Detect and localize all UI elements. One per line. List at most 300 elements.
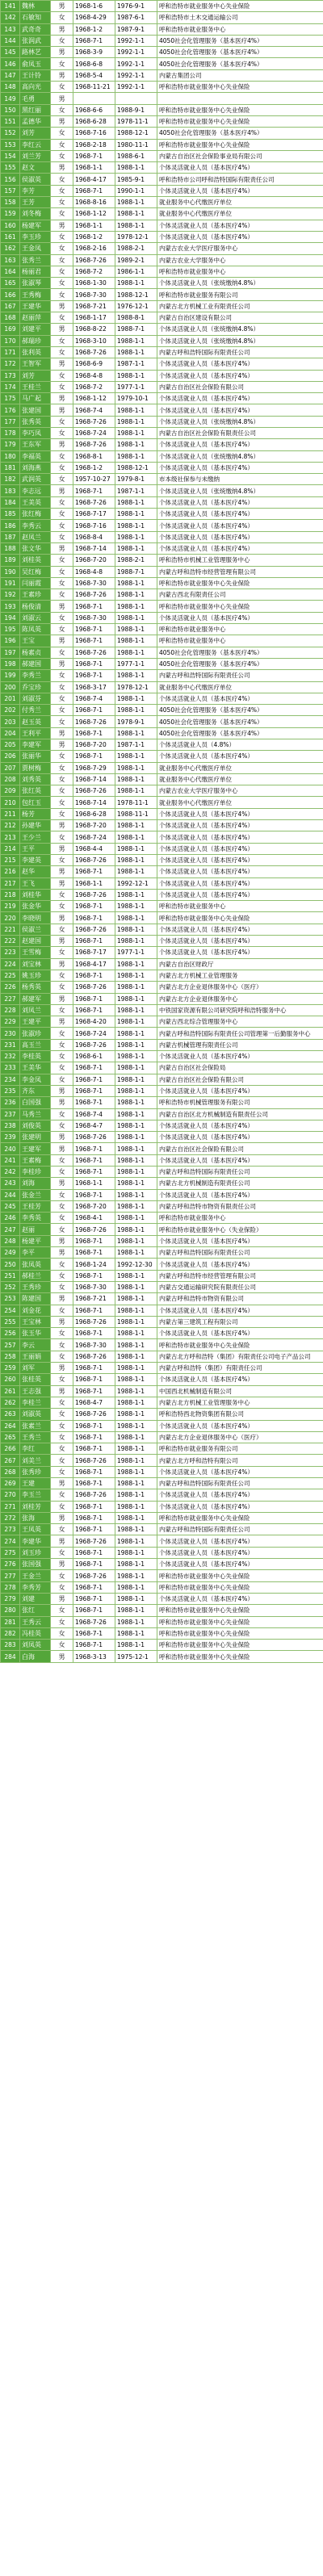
sex: 女 bbox=[51, 751, 73, 762]
work-unit: 内蒙古北方机械工业有限责任公司 bbox=[157, 300, 323, 312]
table-row bbox=[1, 1189, 323, 1200]
work-start-date: 1988-1-1 bbox=[115, 577, 157, 589]
work-unit: 中铁国家资源有限公司研究院呼和浩特服务中心 bbox=[157, 1004, 323, 1016]
work-unit: 个体灵活就业人员（基本医疗4%） bbox=[157, 1489, 323, 1501]
table-row bbox=[1, 1108, 323, 1120]
row-number: 179 bbox=[1, 439, 20, 450]
work-start-date: 1988-1-1 bbox=[115, 439, 157, 450]
birth-date: 1968-7-1 bbox=[73, 1085, 115, 1096]
work-unit: 内蒙古呼和浩特国际有限责任公司 bbox=[157, 670, 323, 681]
sex: 女 bbox=[51, 35, 73, 46]
work-unit: 个体灵活就业人员（基本医疗4%） bbox=[157, 866, 323, 878]
work-start-date: 1988-1-1 bbox=[115, 785, 157, 797]
row-number: 197 bbox=[1, 647, 20, 658]
work-start-date: 1988-1-1 bbox=[115, 335, 157, 346]
work-unit: 内蒙古呼和浩特国际有限责任公司 bbox=[157, 1166, 323, 1177]
row-number: 254 bbox=[1, 1305, 20, 1316]
row-number: 230 bbox=[1, 1028, 20, 1039]
sex: 男 bbox=[51, 1478, 73, 1489]
work-unit: 个体灵活就业人员（基本医疗4%） bbox=[157, 820, 323, 831]
sex: 男 bbox=[51, 635, 73, 647]
work-start-date: 1988-1-1 bbox=[115, 866, 157, 878]
person-name: 李建军 bbox=[20, 739, 51, 751]
row-number: 204 bbox=[1, 727, 20, 739]
work-start-date: 1978-11-1 bbox=[115, 797, 157, 808]
table-row bbox=[1, 762, 323, 773]
work-unit: 4050社会化管理服务（基本医疗4%） bbox=[157, 128, 323, 139]
table-row bbox=[1, 69, 323, 81]
work-unit: 内蒙古自治区社会保险局 bbox=[157, 1062, 323, 1074]
sex: 女 bbox=[51, 1224, 73, 1235]
row-number: 221 bbox=[1, 924, 20, 935]
table-row bbox=[1, 1385, 323, 1397]
person-name: 刘凤兰 bbox=[20, 1004, 51, 1016]
work-start-date: 1988-1-1 bbox=[115, 278, 157, 289]
birth-date: 1968-1-2 bbox=[73, 462, 115, 473]
table-row bbox=[1, 393, 323, 404]
work-unit: 内蒙古自治区财政厅 bbox=[157, 958, 323, 970]
sex: 女 bbox=[51, 58, 73, 69]
person-name: 王素梅 bbox=[20, 1154, 51, 1166]
table-row bbox=[1, 404, 323, 416]
table-row bbox=[1, 1640, 323, 1651]
work-start-date: 1988-1-1 bbox=[115, 1605, 157, 1616]
table-row bbox=[1, 1443, 323, 1455]
work-start-date: 1988-1-1 bbox=[115, 1062, 157, 1074]
table-row bbox=[1, 924, 323, 935]
table-row bbox=[1, 496, 323, 508]
sex: 女 bbox=[51, 1189, 73, 1200]
table-row bbox=[1, 739, 323, 751]
person-name: 张金兰 bbox=[20, 1189, 51, 1200]
sex: 女 bbox=[51, 289, 73, 300]
work-start-date: 1988-1-1 bbox=[115, 1420, 157, 1431]
work-unit: 个体灵活就业人员（基本医疗4%） bbox=[157, 808, 323, 819]
work-unit: 就业服务中心代缴医疗单位 bbox=[157, 773, 323, 785]
work-start-date: 1988-1-1 bbox=[115, 901, 157, 912]
birth-date: 1968-7-26 bbox=[73, 416, 115, 427]
person-name: 路林艺 bbox=[20, 47, 51, 58]
table-row bbox=[1, 35, 323, 46]
table-row bbox=[1, 577, 323, 589]
table-row bbox=[1, 693, 323, 704]
work-start-date: 1988-1-1 bbox=[115, 542, 157, 554]
work-unit: 呼和浩特市就业服务中心失业保险 bbox=[157, 1339, 323, 1351]
work-start-date: 1988-1-1 bbox=[115, 762, 157, 773]
work-start-date: 1988-1-1 bbox=[115, 1640, 157, 1651]
table-row bbox=[1, 1339, 323, 1351]
table-row bbox=[1, 612, 323, 623]
birth-date: 1968-7-26 bbox=[73, 496, 115, 508]
work-start-date: 1988-1-1 bbox=[115, 1154, 157, 1166]
birth-date: 1968-7-24 bbox=[73, 427, 115, 438]
row-number: 189 bbox=[1, 555, 20, 566]
birth-date: 1968-7-20 bbox=[73, 1200, 115, 1212]
table-row bbox=[1, 566, 323, 577]
birth-date: 1968-7-1 bbox=[73, 1305, 115, 1316]
person-name: 刘桂华 bbox=[20, 889, 51, 900]
person-name: 刘芳 bbox=[20, 128, 51, 139]
sex: 女 bbox=[51, 496, 73, 508]
birth-date: 1968-7-26 bbox=[73, 439, 115, 450]
work-unit: 个体灵活就业人员（基本医疗4%） bbox=[157, 1305, 323, 1316]
person-name: 陈建国 bbox=[20, 1293, 51, 1305]
roster-body bbox=[1, 1, 323, 1663]
person-name: 杨建平 bbox=[20, 1235, 51, 1246]
table-row bbox=[1, 982, 323, 993]
work-unit: 个体灵活就业人员（基本医疗4%） bbox=[157, 831, 323, 843]
birth-date: 1968-7-1 bbox=[73, 1374, 115, 1385]
work-unit: 呼和浩特市就业服务中心 bbox=[157, 901, 323, 912]
work-start-date: 1988-1-1 bbox=[115, 1281, 157, 1292]
sex: 女 bbox=[51, 1466, 73, 1477]
work-unit: 个体灵活就业人员（基本医疗4%） bbox=[157, 878, 323, 889]
row-number: 216 bbox=[1, 866, 20, 878]
birth-date: 1968-7-29 bbox=[73, 762, 115, 773]
row-number: 222 bbox=[1, 936, 20, 947]
birth-date: 1968-7-1 bbox=[73, 1581, 115, 1593]
work-start-date: 1988-1-1 bbox=[115, 1200, 157, 1212]
table-row bbox=[1, 162, 323, 174]
table-row bbox=[1, 1478, 323, 1489]
row-number: 276 bbox=[1, 1559, 20, 1570]
birth-date: 1968-8-16 bbox=[73, 197, 115, 208]
work-start-date: 1988-1-1 bbox=[115, 854, 157, 865]
table-row bbox=[1, 936, 323, 947]
work-start-date: 1988-1-1 bbox=[115, 912, 157, 924]
sex: 女 bbox=[51, 589, 73, 601]
work-unit: 4050社会化管理服务（基本医疗4%） bbox=[157, 658, 323, 669]
table-row bbox=[1, 197, 323, 208]
row-number: 235 bbox=[1, 1085, 20, 1096]
sex: 女 bbox=[51, 831, 73, 843]
row-number: 283 bbox=[1, 1640, 20, 1651]
person-name: 郝建国 bbox=[20, 658, 51, 669]
row-number: 251 bbox=[1, 1270, 20, 1281]
person-name: 李云 bbox=[20, 1339, 51, 1351]
table-row bbox=[1, 1235, 323, 1246]
row-number: 256 bbox=[1, 1328, 20, 1339]
row-number: 195 bbox=[1, 624, 20, 635]
sex: 女 bbox=[51, 555, 73, 566]
person-name: 付秀兰 bbox=[20, 705, 51, 716]
birth-date: 1968-1-12 bbox=[73, 208, 115, 220]
sex: 男 bbox=[51, 393, 73, 404]
row-number: 240 bbox=[1, 1143, 20, 1154]
table-row bbox=[1, 751, 323, 762]
work-unit: 个体灵活就业人员（基本医疗4%） bbox=[157, 924, 323, 935]
person-name: 陈凤英 bbox=[20, 624, 51, 635]
work-start-date: 1988-1-1 bbox=[115, 773, 157, 785]
sex: 男 bbox=[51, 115, 73, 127]
work-start-date: 1988-1-1 bbox=[115, 450, 157, 462]
person-name: 王雪梅 bbox=[20, 947, 51, 958]
sex: 女 bbox=[51, 1616, 73, 1627]
work-unit: 个体灵活就业人员（基本医疗4%） bbox=[157, 162, 323, 174]
work-start-date: 1988-1-1 bbox=[115, 820, 157, 831]
sex: 女 bbox=[51, 1154, 73, 1166]
work-start-date: 1988-1-1 bbox=[115, 982, 157, 993]
table-row bbox=[1, 624, 323, 635]
person-name: 王建华 bbox=[20, 300, 51, 312]
birth-date: 1968-7-1 bbox=[73, 1478, 115, 1489]
person-name: 孙建华 bbox=[20, 820, 51, 831]
birth-date: 1968-3-10 bbox=[73, 335, 115, 346]
table-row bbox=[1, 658, 323, 669]
person-name: 张金华 bbox=[20, 901, 51, 912]
row-number: 272 bbox=[1, 1512, 20, 1523]
birth-date: 1968-1-12 bbox=[73, 393, 115, 404]
birth-date: 1957-10-27 bbox=[73, 474, 115, 485]
table-row bbox=[1, 854, 323, 865]
person-name: 王桂芳 bbox=[20, 1200, 51, 1212]
birth-date: 1968-7-30 bbox=[73, 1339, 115, 1351]
row-number: 225 bbox=[1, 970, 20, 981]
table-row bbox=[1, 1016, 323, 1028]
sex: 女 bbox=[51, 150, 73, 161]
work-unit: 内蒙古呼和浩特国际有限责任公司 bbox=[157, 1478, 323, 1489]
sex: 女 bbox=[51, 1004, 73, 1016]
row-number: 143 bbox=[1, 23, 20, 35]
table-row bbox=[1, 358, 323, 370]
work-start-date: 1988-1-1 bbox=[115, 612, 157, 623]
birth-date: 1968-7-26 bbox=[73, 1039, 115, 1050]
row-number: 157 bbox=[1, 185, 20, 196]
sex: 女 bbox=[51, 174, 73, 185]
work-start-date: 1988-1-1 bbox=[115, 970, 157, 981]
person-name: 刘芳 bbox=[20, 370, 51, 381]
sex: 男 bbox=[51, 69, 73, 81]
sex: 男 bbox=[51, 93, 73, 104]
sex: 女 bbox=[51, 1570, 73, 1581]
birth-date: 1968-7-20 bbox=[73, 739, 115, 751]
person-name: 高玉兰 bbox=[20, 1039, 51, 1050]
birth-date: 1968-6-8 bbox=[73, 58, 115, 69]
table-row bbox=[1, 254, 323, 266]
work-start-date: 1988-1-1 bbox=[115, 1363, 157, 1374]
person-name: 刘海燕 bbox=[20, 462, 51, 473]
table-row bbox=[1, 1154, 323, 1166]
birth-date: 1968-7-1 bbox=[73, 635, 115, 647]
row-number: 271 bbox=[1, 1501, 20, 1512]
work-unit: 个体灵活就业人员（张统缴纳4.8%） bbox=[157, 335, 323, 346]
row-number: 147 bbox=[1, 69, 20, 81]
sex: 女 bbox=[51, 531, 73, 542]
work-start-date: 1988-1-1 bbox=[115, 1166, 157, 1177]
birth-date: 1968-1-2 bbox=[73, 231, 115, 242]
table-row bbox=[1, 1085, 323, 1096]
work-unit: 个体灵活就业人员（基本医疗4%） bbox=[157, 1259, 323, 1270]
birth-date: 1968-7-2 bbox=[73, 266, 115, 277]
work-unit: 呼和浩特市就业服务中心失业保险 bbox=[157, 912, 323, 924]
work-start-date: 1988-1-1 bbox=[115, 346, 157, 358]
work-unit: 内蒙古自治区北方机械制造有限责任公司 bbox=[157, 1108, 323, 1120]
birth-date: 1968-7-14 bbox=[73, 773, 115, 785]
work-unit: 4050社会化管理服务（基本医疗4%） bbox=[157, 58, 323, 69]
work-start-date: 1988-1-1 bbox=[115, 1501, 157, 1512]
work-unit: 市本级社保参与未缴纳 bbox=[157, 474, 323, 485]
row-number: 219 bbox=[1, 901, 20, 912]
table-row bbox=[1, 1547, 323, 1558]
work-start-date: 1988-1-1 bbox=[115, 1547, 157, 1558]
work-start-date: 1988-1-1 bbox=[115, 197, 157, 208]
birth-date: 1968-7-1 bbox=[73, 1062, 115, 1074]
row-number: 243 bbox=[1, 1178, 20, 1189]
table-row bbox=[1, 1512, 323, 1523]
work-unit: 呼和浩特市就业服务有限公司 bbox=[157, 289, 323, 300]
work-unit bbox=[157, 93, 323, 104]
person-name: 杨素贞 bbox=[20, 647, 51, 658]
work-start-date: 1988-1-1 bbox=[115, 1143, 157, 1154]
row-number: 174 bbox=[1, 381, 20, 392]
person-name: 石敏知 bbox=[20, 12, 51, 23]
work-unit: 个体灵活就业人员（基本医疗4%） bbox=[157, 542, 323, 554]
work-start-date: 1988-1-1 bbox=[115, 647, 157, 658]
person-name: 王计铃 bbox=[20, 69, 51, 81]
sex: 女 bbox=[51, 797, 73, 808]
work-start-date: 1978-12-1 bbox=[115, 231, 157, 242]
sex: 女 bbox=[51, 185, 73, 196]
sex: 女 bbox=[51, 254, 73, 266]
row-number: 148 bbox=[1, 82, 20, 93]
sex: 男 bbox=[51, 162, 73, 174]
work-unit: 内蒙古呼和浩特市物资有限公司 bbox=[157, 1293, 323, 1305]
sex: 女 bbox=[51, 1351, 73, 1362]
work-start-date: 1992-1-1 bbox=[115, 82, 157, 93]
person-name: 李福英 bbox=[20, 450, 51, 462]
work-unit: 个体灵活就业人员（基本医疗4%） bbox=[157, 185, 323, 196]
person-name: 冯桂英 bbox=[20, 1627, 51, 1639]
table-row bbox=[1, 1420, 323, 1431]
person-name: 刘桂芳 bbox=[20, 1501, 51, 1512]
work-unit: 内蒙古集团公司 bbox=[157, 69, 323, 81]
work-unit: 内蒙古机械管理有限责任公司 bbox=[157, 1039, 323, 1050]
work-unit: 4050社会化管理服务（基本医疗4%） bbox=[157, 47, 323, 58]
birth-date: 1968-3-9 bbox=[73, 47, 115, 58]
work-start-date: 1988-1-1 bbox=[115, 1339, 157, 1351]
birth-date: 1968-7-21 bbox=[73, 300, 115, 312]
row-number: 264 bbox=[1, 1420, 20, 1431]
table-row bbox=[1, 542, 323, 554]
row-number: 196 bbox=[1, 635, 20, 647]
work-start-date: 1988-1-1 bbox=[115, 1097, 157, 1108]
work-start-date: 1978-9-1 bbox=[115, 716, 157, 727]
row-number: 233 bbox=[1, 1062, 20, 1074]
work-start-date: 1988-7-1 bbox=[115, 566, 157, 577]
person-name: 李桂兰 bbox=[20, 1397, 51, 1408]
person-name: 李巧凤 bbox=[20, 427, 51, 438]
work-start-date: 1988-1-1 bbox=[115, 1478, 157, 1489]
person-name: 刘宝林 bbox=[20, 958, 51, 970]
birth-date: 1968-7-1 bbox=[73, 1270, 115, 1281]
row-number: 165 bbox=[1, 278, 20, 289]
birth-date: 1968-4-20 bbox=[73, 1016, 115, 1028]
person-name: 李晓明 bbox=[20, 912, 51, 924]
person-name: 乔宝珍 bbox=[20, 681, 51, 693]
person-name: 毛勇 bbox=[20, 93, 51, 104]
work-start-date: 1988-1-1 bbox=[115, 1235, 157, 1246]
row-number: 268 bbox=[1, 1466, 20, 1477]
birth-date: 1968-7-16 bbox=[73, 128, 115, 139]
table-row bbox=[1, 1559, 323, 1570]
work-unit: 个体灵活就业人员（4.8%） bbox=[157, 739, 323, 751]
birth-date: 1968-7-1 bbox=[73, 1501, 115, 1512]
birth-date: 1968-7-1 bbox=[73, 1143, 115, 1154]
work-unit: 呼和浩特市就业服务中心失业保险 bbox=[157, 82, 323, 93]
sex: 女 bbox=[51, 762, 73, 773]
birth-date: 1968-7-26 bbox=[73, 647, 115, 658]
work-unit: 个体灵活就业人员（张统缴纳4.8%） bbox=[157, 485, 323, 496]
row-number: 182 bbox=[1, 474, 20, 485]
row-number: 274 bbox=[1, 1535, 20, 1547]
person-name: 白国强 bbox=[20, 1097, 51, 1108]
work-start-date: 1979-8-1 bbox=[115, 474, 157, 485]
work-start-date: 1988-12-1 bbox=[115, 128, 157, 139]
work-unit: 个体灵活就业人员（基本医疗4%） bbox=[157, 1235, 323, 1246]
table-row bbox=[1, 1501, 323, 1512]
sex: 男 bbox=[51, 358, 73, 370]
work-start-date: 1988-1-1 bbox=[115, 1293, 157, 1305]
table-row bbox=[1, 1328, 323, 1339]
sex: 女 bbox=[51, 947, 73, 958]
sex: 女 bbox=[51, 1489, 73, 1501]
sex: 女 bbox=[51, 982, 73, 993]
sex: 女 bbox=[51, 670, 73, 681]
work-unit: 个体灵活就业人员（基本医疗4%） bbox=[157, 947, 323, 958]
birth-date: 1968-1-24 bbox=[73, 1259, 115, 1270]
row-number: 234 bbox=[1, 1074, 20, 1085]
sex: 女 bbox=[51, 1108, 73, 1120]
person-name: 王秀梅 bbox=[20, 289, 51, 300]
work-start-date: 1988-1-1 bbox=[115, 1074, 157, 1085]
birth-date: 1968-7-17 bbox=[73, 947, 115, 958]
birth-date: 1968-4-17 bbox=[73, 958, 115, 970]
birth-date: 1968-1-1 bbox=[73, 162, 115, 174]
row-number: 159 bbox=[1, 208, 20, 220]
work-start-date: 1988-1-1 bbox=[115, 220, 157, 231]
birth-date: 1968-4-8 bbox=[73, 370, 115, 381]
birth-date: 1968-6-1 bbox=[73, 1051, 115, 1062]
person-name: 王平 bbox=[20, 843, 51, 854]
work-start-date: 1988-1-1 bbox=[115, 727, 157, 739]
sex: 女 bbox=[51, 1605, 73, 1616]
work-unit: 个体灵活就业人员（基本医疗4%） bbox=[157, 1051, 323, 1062]
row-number: 208 bbox=[1, 773, 20, 785]
work-start-date: 1988-1-1 bbox=[115, 670, 157, 681]
table-row bbox=[1, 889, 323, 900]
birth-date: 1968-2-18 bbox=[73, 139, 115, 150]
birth-date: 1968-7-26 bbox=[73, 1409, 115, 1420]
row-number: 155 bbox=[1, 162, 20, 174]
work-start-date: 1988-1-1 bbox=[115, 924, 157, 935]
person-name: 张国强 bbox=[20, 1559, 51, 1570]
work-start-date: 1977-1-1 bbox=[115, 381, 157, 392]
birth-date: 1968-7-26 bbox=[73, 589, 115, 601]
sex: 男 bbox=[51, 601, 73, 612]
work-unit: 内蒙古呼和浩特国际有限责任公司管理第一后勤服务中心 bbox=[157, 1028, 323, 1039]
work-start-date: 1988-1-1 bbox=[115, 1431, 157, 1443]
work-unit: 就业服务中心代缴医疗单位 bbox=[157, 208, 323, 220]
sex: 男 bbox=[51, 1247, 73, 1259]
work-unit: 内蒙古西北综合管理服务中心 bbox=[157, 1016, 323, 1028]
work-unit: 就业服务中心代缴医疗单位 bbox=[157, 797, 323, 808]
person-name: 王智军 bbox=[20, 358, 51, 370]
birth-date: 1968-4-7 bbox=[73, 1397, 115, 1408]
table-row bbox=[1, 1247, 323, 1259]
work-unit: 呼和浩特市就业服务中心失业保险 bbox=[157, 1512, 323, 1523]
birth-date: 1968-1-1 bbox=[73, 1178, 115, 1189]
row-number: 213 bbox=[1, 831, 20, 843]
